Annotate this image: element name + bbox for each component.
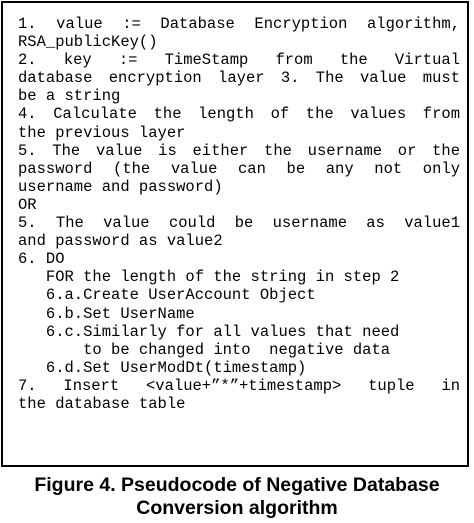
- code-line: 6. DO: [18, 250, 65, 269]
- code-line: 7. Insert <value+”*”+timestamp> tuple in: [18, 376, 460, 395]
- code-line: 4. Calculate the length of the values from: [18, 105, 460, 124]
- code-line: and password as value2: [18, 232, 223, 251]
- code-line: be a string: [18, 87, 121, 106]
- code-line: 6.b.Set UserName: [18, 304, 195, 323]
- code-line: FOR the length of the string in step 2: [18, 268, 400, 287]
- code-line: OR: [18, 195, 37, 214]
- caption-line-1: Figure 4. Pseudocode of Negative Database: [34, 474, 440, 496]
- code-line: 2. key := TimeStamp from the Virtual: [18, 51, 460, 70]
- code-line: to be changed into negative data: [18, 340, 391, 359]
- code-line: the database table: [18, 394, 186, 413]
- caption-line-2: Conversion algorithm: [136, 497, 338, 519]
- code-line: 1. value := Database Encryption algorithm,: [18, 15, 460, 33]
- code-line: the previous layer: [18, 123, 186, 142]
- code-line: username and password): [18, 177, 223, 196]
- code-line: 5. The value is either the username or the: [18, 141, 460, 160]
- pseudocode-block: [18, 15, 460, 413]
- code-line: RSA_publicKey(): [18, 33, 158, 52]
- code-line: 6.a.Create UserAccount Object: [18, 286, 316, 305]
- code-line: database encryption layer 3. The value must: [18, 69, 460, 88]
- figure-caption: [0, 474, 474, 520]
- code-line: 6.d.Set UserModDt(timestamp): [18, 358, 307, 377]
- code-line: password (the value can be any not only: [18, 159, 460, 178]
- pseudocode-box: [1, 1, 469, 467]
- code-line: 5. The value could be username as value1: [18, 214, 460, 233]
- code-line: 6.c.Similarly for all values that need: [18, 322, 400, 341]
